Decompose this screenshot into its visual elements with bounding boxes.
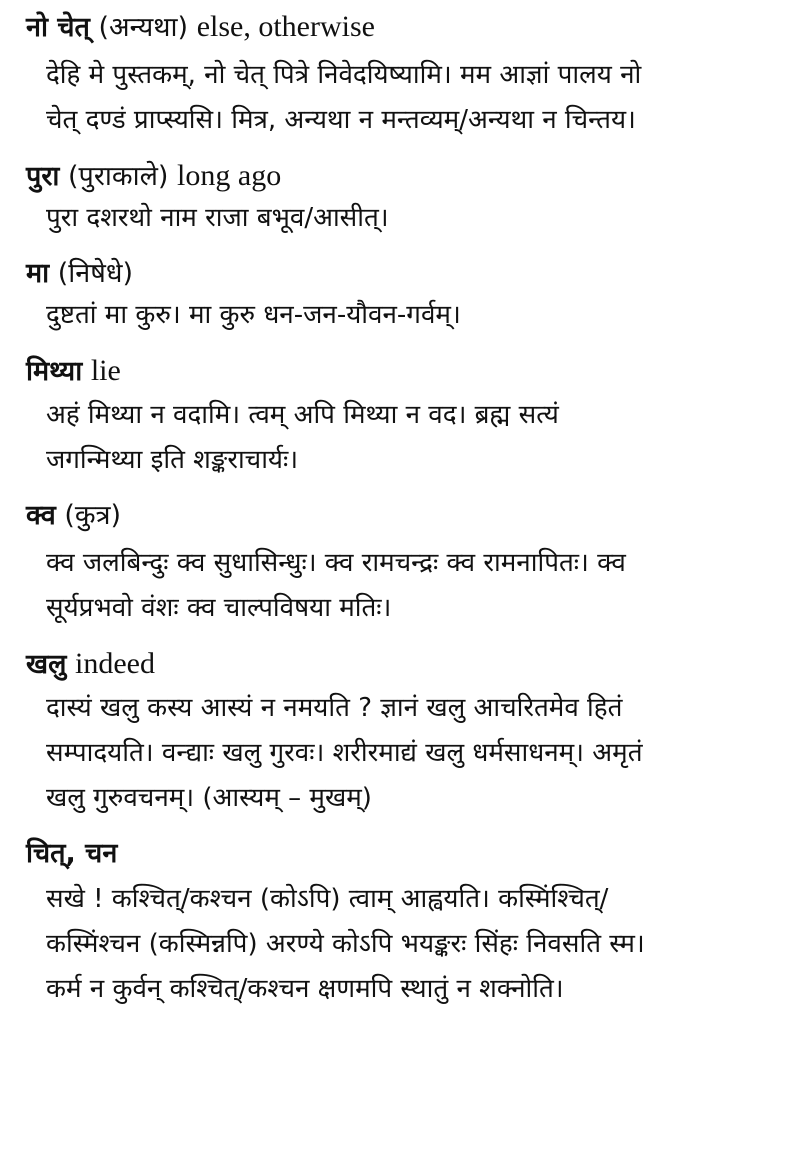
entry-pura: [26, 157, 776, 241]
entry-meaning: else, otherwise: [196, 10, 375, 43]
example-line: पुरा दशरथो नाम राजा बभूव/आसीत्।: [46, 203, 389, 233]
entry-chit-chana: [26, 835, 776, 1012]
example-line: सखे ! कश्चित्/कश्चन (कोऽपि) त्वाम् आह्वयति। कस्मिंश्चित्/: [46, 884, 609, 914]
entry-heading: [26, 157, 776, 196]
entry-gloss: (निषेधे): [57, 258, 133, 289]
entry-word: नो चेत्: [26, 12, 90, 43]
example-line: चेत् दण्डं प्राप्स्यसि। मित्र, अन्यथा न मन्तव्यम्/अन्यथा न चिन्तय।: [46, 105, 636, 135]
entry-examples: [46, 393, 776, 483]
entry-word: चित्, चन: [26, 838, 118, 869]
entry-mithya: [26, 352, 776, 483]
entry-heading: [26, 497, 776, 535]
example-line: जगन्मिथ्या इति शङ्कराचार्यः।: [46, 445, 299, 475]
example-line: कर्म न कुर्वन् कश्चित्/कश्चन क्षणमपि स्थातुं न शक्नोति।: [46, 974, 564, 1004]
entry-examples: [46, 541, 776, 631]
entry-examples: [46, 877, 776, 1012]
example-line: कस्मिंश्चन (कस्मिन्नपि) अरण्ये कोऽपि भयङ्करः सिंहः निवसति स्म।: [46, 929, 645, 959]
entry-gloss: (कुत्र): [64, 500, 122, 531]
entry-heading: [26, 835, 776, 873]
entry-heading: [26, 255, 776, 293]
entry-meaning: lie: [90, 354, 121, 387]
entry-word: क्व: [26, 500, 56, 531]
entry-meaning: indeed: [75, 647, 155, 680]
entry-word: खलु: [26, 649, 67, 680]
example-line: दुष्टतां मा कुरु। मा कुरु धन-जन-यौवन-गर्वम्।: [46, 300, 461, 330]
entry-word: मिथ्या: [26, 356, 83, 387]
entry-gloss: (अन्यथा): [98, 12, 189, 43]
example-line: सूर्यप्रभवो वंशः क्व चाल्पविषया मतिः।: [46, 593, 392, 623]
entry-heading: [26, 352, 776, 391]
entry-no-chet: [26, 8, 776, 143]
example-line: अहं मिथ्या न वदामि। त्वम् अपि मिथ्या न वद। ब्रह्म सत्यं: [46, 400, 559, 430]
entry-ma: [26, 255, 776, 338]
example-line: क्व जलबिन्दुः क्व सुधासिन्धुः। क्व रामचन्द्रः क्व रामनापितः। क्व: [46, 548, 626, 578]
entry-examples: [46, 686, 776, 821]
entry-khalu: [26, 645, 776, 821]
entry-examples: [46, 196, 776, 241]
entry-examples: [46, 293, 776, 338]
example-line: दास्यं खलु कस्य आस्यं न नमयति ? ज्ञानं खलु आचरितमेव हितं: [46, 693, 623, 723]
example-line: सम्पादयति। वन्द्याः खलु गुरवः। शरीरमाद्यं खलु धर्मसाधनम्। अमृतं: [46, 738, 643, 768]
entry-meaning: long ago: [177, 159, 282, 192]
example-line: खलु गुरुवचनम्। (आस्यम् – मुखम्): [46, 783, 372, 813]
entry-examples: [46, 53, 776, 143]
entry-heading: [26, 8, 776, 47]
entry-word: मा: [26, 258, 50, 289]
entry-kva: [26, 497, 776, 631]
entry-gloss: (पुराकाले): [67, 161, 169, 192]
entry-word: पुरा: [26, 161, 60, 192]
entry-heading: [26, 645, 776, 684]
example-line: देहि मे पुस्तकम्, नो चेत् पित्रे निवेदयिष्यामि। मम आज्ञां पालय नो: [46, 60, 642, 90]
